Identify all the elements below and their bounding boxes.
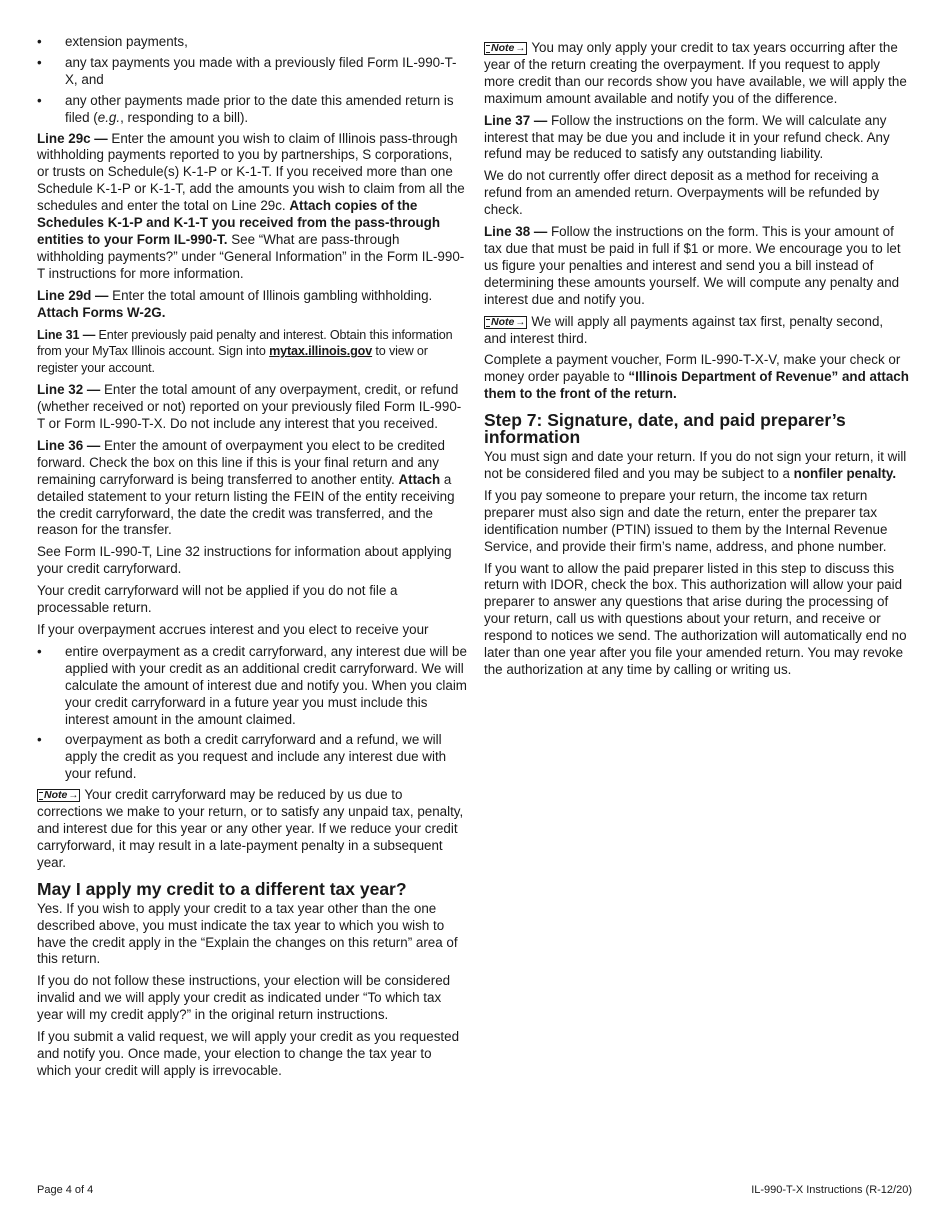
line-38-label: Line 38 — xyxy=(484,224,548,240)
payments-bullet-list xyxy=(37,34,467,127)
payment-voucher-paragraph: Complete a payment voucher, Form IL-990-T-X-V, make your check or money order payable to “Illinois Department of Revenue” and attach them to the front of the return. xyxy=(484,352,909,402)
note-carryforward-reduced: Note→ Your credit carryforward may be reduced by us due to corrections we make to your return, or to satisfy any unpaid tax, penalty, and interest due for this year or any other year. If we reduce your credit carryforward, it may result in a late-payment penalty in a subsequent year. xyxy=(37,787,464,870)
note-payments-order: Note→ We will apply all payments against tax first, penalty second, and interest third. xyxy=(484,313,884,346)
list-item: • any other payments made prior to the date this amended return is filed (e.g., responding to a bill). xyxy=(37,92,454,125)
bullet-icon: • xyxy=(37,92,42,108)
line-29c-paragraph: Line 29c — Enter the amount you wish to claim of Illinois pass-through withholding payments reported to you by partnerships, S corporations, or trusts on Schedule(s) K-1-P or K-1-T. If you received more than one Schedule K-1-P or K-1-T, add the amounts you wish to claim from all the schedules and enter the total on Line 29c. Attach copies of the Schedules K-1-P and K-1-T you received from the pass-through entities to your Form IL-990-T. See “What are pass-through withholding payments?” under “General Information” in the Form IL-990-T instructions for more information. xyxy=(37,130,465,281)
note-icon: Note→ xyxy=(484,42,527,55)
mytax-link[interactable]: mytax.illinois.gov xyxy=(269,344,373,359)
line-32-paragraph: Line 32 — Enter the total amount of any overpayment, credit, or refund (whether received or not) reported on your previously filed Form IL-990-T or Form IL-990-T-X. Do not include any interest that you received. xyxy=(37,382,462,432)
sign-return-paragraph: You must sign and date your return. If you do not sign your return, it will not be considered filed and you may be subject to a nonfiler penalty. xyxy=(484,449,907,482)
bullet-icon: • xyxy=(37,643,42,659)
heading-step-7: Step 7: Signature, date, and paid preparer’s information xyxy=(484,410,846,448)
line-38-paragraph: Line 38 — Follow the instructions on the form. This is your amount of tax due that must be paid in full if $1 or more. We encourage you to let us figure your penalties and interest and send you a bill instead of determining these amounts yourself. We will compute any penalty and interest due and notify you. xyxy=(484,224,901,307)
note-icon: Note→ xyxy=(37,789,80,802)
direct-deposit-paragraph: We do not currently offer direct deposit as a method for receiving a refund from an amended return. Overpayments will be refunded by check. xyxy=(484,168,880,218)
line-31-label: Line 31 — xyxy=(37,327,96,342)
see-990t-paragraph: See Form IL-990-T, Line 32 instructions for information about applying your credit carryforward. xyxy=(37,544,452,577)
note-icon: Note→ xyxy=(484,316,527,329)
list-item: • overpayment as both a credit carryforward and a refund, we will apply the credit as you request and include any interest due with your refund. xyxy=(37,732,447,782)
line-36-label: Line 36 — xyxy=(37,437,101,453)
line-37-paragraph: Line 37 — Follow the instructions on the form. We will calculate any interest that may be due you and include it in your refund check. Any refund may be reduced to satisfy any outstanding liability. xyxy=(484,112,890,162)
paid-preparer-paragraph: If you pay someone to prepare your return, the income tax return preparer must also sign and date the return, enter the preparer tax identification number (PTIN) issued to them by the Internal Revenue Service, and provide their firm’s name, address, and phone number. xyxy=(484,487,888,554)
carryforward-not-applied-paragraph: Your credit carryforward will not be applied if you do not file a processable return. xyxy=(37,583,398,616)
bullet-icon: • xyxy=(37,34,42,49)
list-item: • entire overpayment as a credit carryforward, any interest due will be applied with your credit as an additional credit carryforward. We will calculate the amount of interest due and notify you. When you claim your credit carryforward in a future year you must include this interest amount in the amount claimed. xyxy=(37,643,467,727)
heading-different-tax-year: May I apply my credit to a different tax year? xyxy=(37,878,407,899)
authorization-paragraph: If you want to allow the paid preparer listed in this step to discuss this return with IDOR, check the box. This authorization will allow your paid preparer to answer any questions that arise during the processing of your return, call us with questions about your return, and receive or respond to notices we send. The authorization will automatically end no later than one year after you file your amended return. You may revoke the authorization at any time by calling or writing us. xyxy=(484,560,907,677)
line-36-paragraph: Line 36 — Enter the amount of overpayment you elect to be credited forward. Check the box on this line if this is your final return and any remaining carryforward is being transferred to another entity. Attach a detailed statement to your return listing the FEIN of the entity receiving the credit carryforward, the date the credit was transferred, and the reason for the transfer. xyxy=(37,437,455,538)
bullet-icon: • xyxy=(37,732,42,748)
note-tax-years: Note→ You may only apply your credit to tax years occurring after the year of the return creating the overpayment. If you request to apply more credit than our records show you have available, we will apply the maximum amount available and notify you of the difference. xyxy=(484,40,907,106)
line-29c-label: Line 29c — xyxy=(37,130,108,146)
line-32-label: Line 32 — xyxy=(37,382,101,398)
interest-bullet-list xyxy=(37,644,467,783)
list-item: • extension payments, xyxy=(37,34,188,49)
right-column xyxy=(484,40,909,684)
form-identifier: IL-990-T-X Instructions (R-12/20) xyxy=(751,1184,912,1196)
left-column xyxy=(37,34,467,1085)
different-year-paragraph-2: If you do not follow these instructions, your election will be considered invalid and we will apply your credit as indicated under “To which tax year will my credit apply?” in the original return instructions. xyxy=(37,973,451,1023)
bullet-icon: • xyxy=(37,54,42,70)
list-item: • any tax payments you made with a previously filed Form IL-990-T-X, and xyxy=(37,54,457,87)
line-29d-label: Line 29d — xyxy=(37,287,109,303)
line-29d-paragraph: Line 29d — Enter the total amount of Illinois gambling withholding. Attach Forms W-2G. xyxy=(37,287,433,320)
different-year-paragraph-1: Yes. If you wish to apply your credit to a tax year other than the one described above, you must indicate the tax year to which you wish to have the credit apply in the “Explain the changes on this return” area of this return. xyxy=(37,900,458,967)
page-number: Page 4 of 4 xyxy=(37,1184,94,1196)
accrues-interest-paragraph: If your overpayment accrues interest and you elect to receive your xyxy=(37,622,429,637)
line-31-paragraph: Line 31 — Enter previously paid penalty and interest. Obtain this information from your MyTax Illinois account. Sign into mytax.illinois.gov to view or register your account. xyxy=(37,327,453,376)
different-year-paragraph-3: If you submit a valid request, we will apply your credit as you requested and notify you. Once made, your election to change the tax year to which your credit will apply is irrevocable. xyxy=(37,1029,460,1078)
line-37-label: Line 37 — xyxy=(484,112,548,128)
